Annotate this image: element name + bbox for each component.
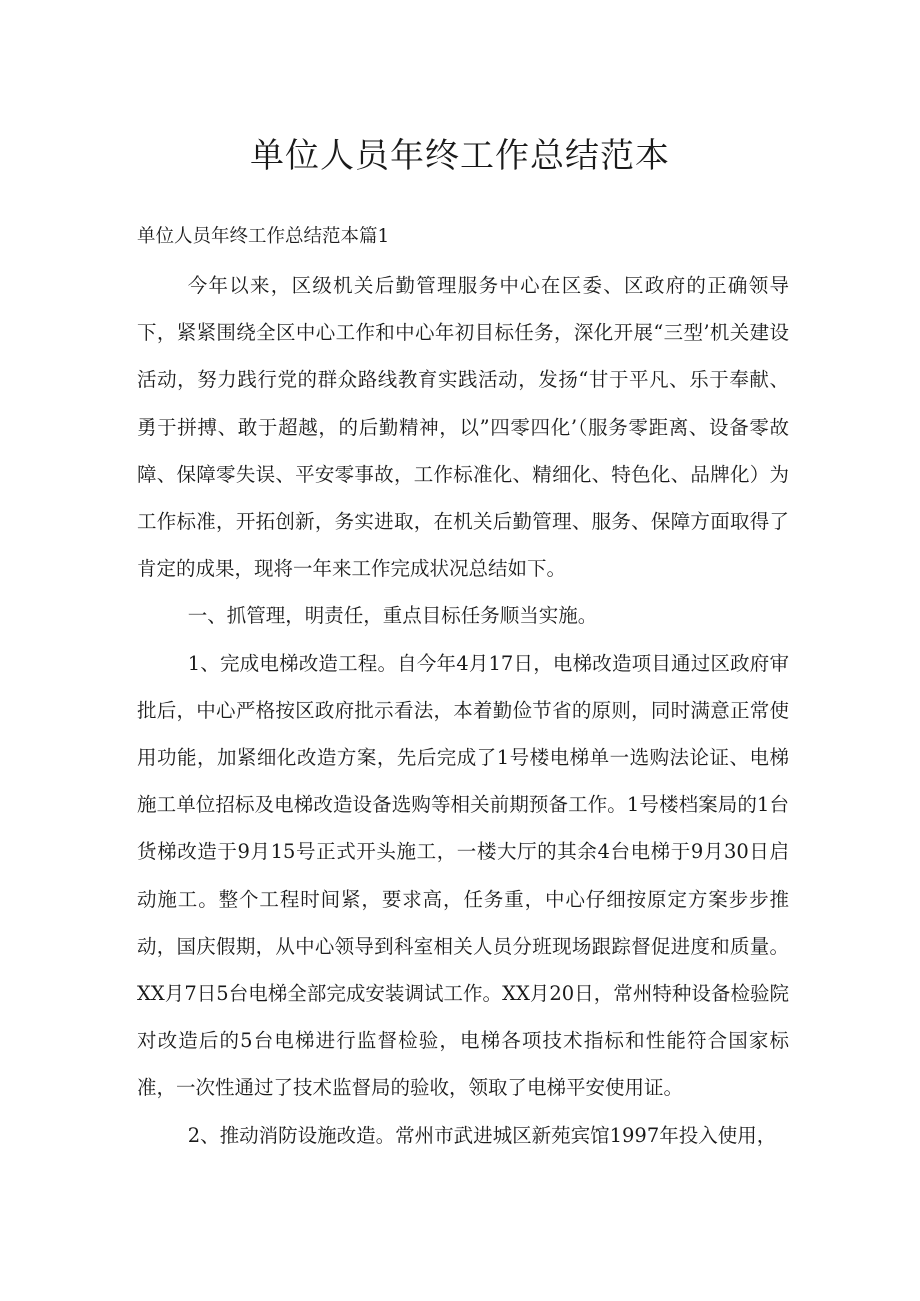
- document-body: [137, 262, 789, 1159]
- paragraph-intro: 今年以来，区级机关后勤管理服务中心在区委、区政府的正确领导下，紧紧围绕全区中心工作和中心年初目标任务，深化开展“三型’机关建设活动，努力践行党的群众路线教育实践活动，发扬“甘于平凡、乐于奉献、勇于拼搏、敢于超越，的后勤精神，以”四零四化’（服务零距离、设备零故障、保障零失误、平安零事故，工作标准化、精细化、特色化、品牌化）为工作标准，开拓创新，务实进取，在机关后勤管理、服务、保障方面取得了肯定的成果，现将一年来工作完成状况总结如下。: [137, 274, 789, 581]
- paragraph-elevator: 1、完成电梯改造工程。自今年4月17日，电梯改造项目通过区政府审批后，中心严格按区政府批示看法，本着勤俭节省的原则，同时满意正常使用功能，加紧细化改造方案，先后完成了1号楼电梯单一选购法论证、电梯施工单位招标及电梯改造设备选购等相关前期预备工作。1号楼档案局的1台货梯改造于9月15号正式开头施工，一楼大厅的其余4台电梯于9月30日启动施工。整个工程时间紧，要求高，任务重，中心仔细按原定方案步步推动，国庆假期，从中心领导到科室相关人员分班现场跟踪督促进度和质量。XX月7日5台电梯全部完成安装调试工作。XX月20日，常州特种设备检验院对改造后的5台电梯进行监督检验，电梯各项技术指标和性能符合国家标准，一次性通过了技术监督局的验收，领取了电梯平安使用证。: [137, 651, 789, 1100]
- document-title: 单位人员年终工作总结范本: [250, 136, 670, 176]
- section-subtitle: 单位人员年终工作总结范本篇1: [137, 226, 390, 247]
- paragraph-fire-safety: 2、推动消防设施改造。常州市武进城区新苑宾馆1997年投入使用，: [187, 1123, 777, 1147]
- paragraph-heading-1: 一、抓管理，明责任，重点目标任务顺当实施。: [187, 604, 598, 628]
